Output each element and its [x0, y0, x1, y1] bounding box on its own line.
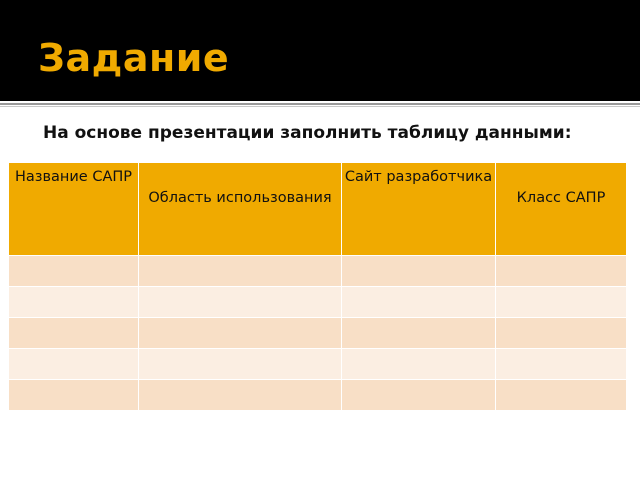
table-row [9, 349, 627, 380]
header-usage-area [139, 163, 342, 256]
header-label: Класс САПР [516, 190, 606, 206]
table-row [9, 256, 627, 287]
title-divider-thin [0, 106, 640, 107]
title-bar [0, 0, 640, 101]
table-cell[interactable] [139, 287, 342, 318]
table-cell[interactable] [9, 349, 139, 380]
slide-title: Задание [38, 36, 230, 80]
table-cell[interactable] [139, 380, 342, 411]
title-divider [0, 103, 640, 105]
table-cell[interactable] [496, 287, 627, 318]
table-cell[interactable] [9, 380, 139, 411]
table-cell[interactable] [496, 256, 627, 287]
table-cell[interactable] [9, 318, 139, 349]
header-developer-site [342, 163, 496, 256]
table-cell[interactable] [9, 287, 139, 318]
table-cell[interactable] [342, 256, 496, 287]
table-cell[interactable] [496, 318, 627, 349]
header-label: Сайт разработчика [344, 169, 493, 185]
table-cell[interactable] [496, 380, 627, 411]
header-label: Название САПР [14, 169, 133, 185]
table-row [9, 318, 627, 349]
cad-table [8, 162, 627, 411]
table-cell[interactable] [342, 287, 496, 318]
table-cell[interactable] [496, 349, 627, 380]
table-row [9, 287, 627, 318]
table-cell[interactable] [139, 318, 342, 349]
table-cell[interactable] [342, 349, 496, 380]
header-cad-name [9, 163, 139, 256]
header-label: Область использования [148, 190, 332, 206]
table-cell[interactable] [139, 256, 342, 287]
table-cell[interactable] [342, 380, 496, 411]
table-cell[interactable] [139, 349, 342, 380]
table-row [9, 380, 627, 411]
table-header-row [9, 163, 627, 256]
table-cell[interactable] [9, 256, 139, 287]
header-cad-class [496, 163, 627, 256]
table-cell[interactable] [342, 318, 496, 349]
task-instruction: На основе презентации заполнить таблицу данными: [43, 123, 572, 143]
